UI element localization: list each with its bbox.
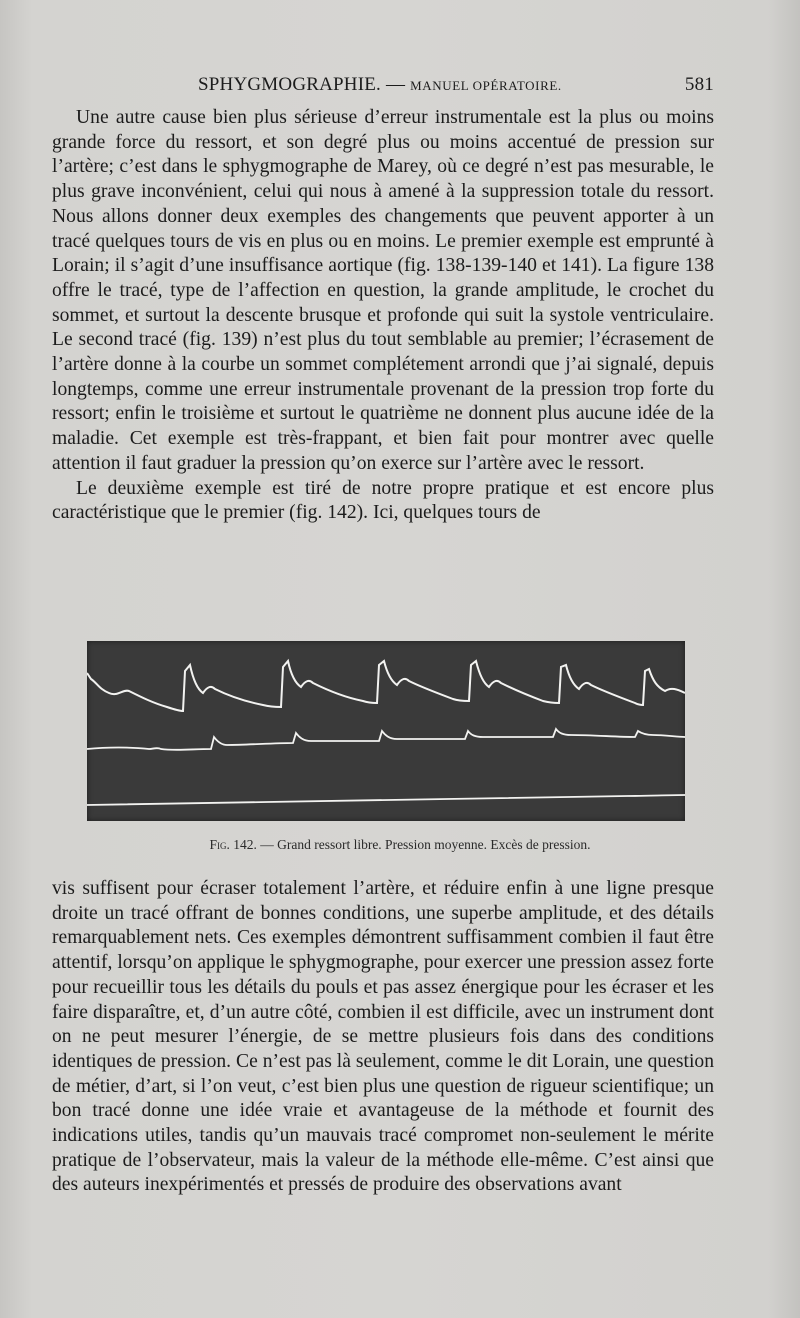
running-head — [52, 74, 714, 100]
figure-caption-text: — Grand ressort libre. Pression moyenne. Excès de pression. — [260, 837, 591, 852]
page-number: 581 — [684, 74, 714, 95]
paragraph-second-example: Le deuxième exemple est tiré de notre propre pratique et est encore plus caractéristique que le premier (fig. 142). Ici, quelques tours de — [52, 477, 714, 524]
text-after-figure — [52, 877, 714, 1198]
running-head-subtitle: MANUEL OPÉRATOIRE. — [410, 78, 562, 93]
figure-label: Fig. 142. — [209, 837, 257, 852]
running-head-separator: — — [385, 74, 406, 95]
trace-free-spring — [87, 661, 685, 711]
pulse-tracings — [87, 641, 685, 821]
text-before-figure — [52, 106, 714, 526]
running-head-title: SPHYGMOGRAPHIE. — [198, 74, 381, 95]
trace-excess-pressure — [87, 795, 685, 805]
trace-medium-pressure — [87, 729, 685, 750]
paragraph-continuation: vis suffisent pour écraser totalement l’artère, et réduire enfin à une ligne presque droite un tracé offrant de bonnes conditions, une superbe amplitude, et des détails remarquablement nets. Ces exemples démontrent suffisamment combien il faut être attentif, lorsqu’on applique le sphygmographe, pour exercer une pression assez forte pour recueillir tous les détails du pouls et pas assez énergique pour les écraser et les faire disparaître, et, d’un autre côté, combien il est difficile, avec un instrument dont on ne peut mesurer l’énergie, de se mettre plusieurs fois dans des conditions identiques de pression. Ce n’est pas là seulement, comme le dit Lorain, une question de métier, d’art, si l’on veut, c’est bien plus une question de rigueur scientifique; un bon tracé donne une idée vraie et avantageuse de la méthode et fournit des indications utiles, tandis qu’un mauvais tracé compromet non-seulement le mérite pratique de l’observateur, mais la valeur de la méthode elle-même. C’est ainsi que des auteurs inexpérimentés et pressés de produire des observations avant — [52, 878, 714, 1196]
figure-caption — [0, 837, 800, 853]
paragraph-instrumental-error: Une autre cause bien plus sérieuse d’erreur instrumentale est la plus ou moins grande force du ressort, et son degré plus ou moins accentué de pression sur l’artère; c’est dans le sphygmographe de Marey, où ce degré n’est pas mesurable, le plus grave inconvénient, celui qui nous à amené à la suppression totale du ressort. Nous allons donner deux exemples des changements que peuvent apporter à un tracé quelques tours de vis en plus ou en moins. Le premier exemple est emprunté à Lorain; il s’agit d’une insuffisance aortique (fig. 138-139-140 et 141). La figure 138 offre le tracé, type de l’affection en question, la grande amplitude, le crochet du sommet, et surtout la descente brusque et profonde qui suit la systole ventriculaire. Le second tracé (fig. 139) n’est plus du tout semblable au premier; l’écrasement de l’artère donne à la courbe un sommet complétement arrondi que j’ai signalé, depuis longtemps, comme une erreur instrumentale provenant de la pression trop forte du ressort; enfin le troisième et surtout le quatrième ne donnent plus aucune idée de la maladie. Cet exemple est très-frappant, et bien fait pour montrer avec quelle attention il faut graduer la pression qu’on exerce sur l’artère avec le ressort. — [52, 107, 714, 474]
running-head-title-line — [198, 74, 562, 96]
sphygmograph-figure — [87, 641, 685, 821]
